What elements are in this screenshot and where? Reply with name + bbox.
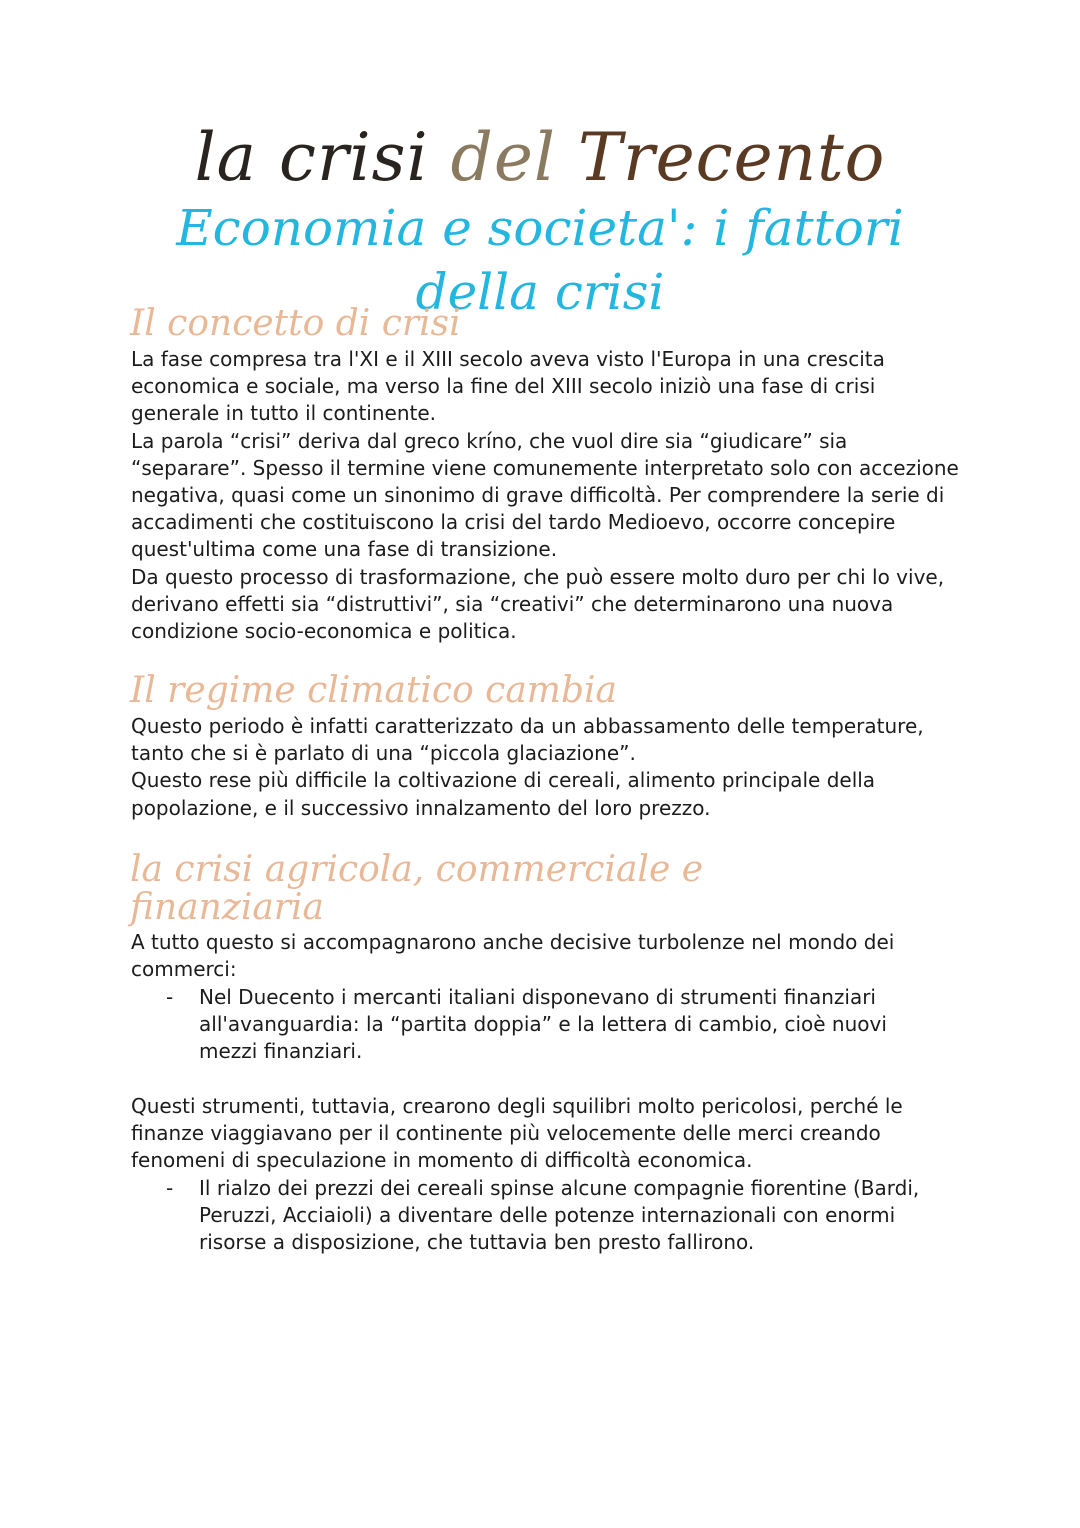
title-word-trecento: Trecento	[578, 119, 886, 196]
section-heading-crisi-line2: finanziaria	[130, 887, 324, 928]
section-heading-clima: Il regime climatico cambia	[130, 670, 617, 711]
title-word-del: del	[450, 119, 557, 196]
bullet-text: Il rialzo dei prezzi dei cereali spinse alcune compagnie fiorentine (Bardi, Peruzzi, Acciaioli) a diventare delle potenze internazionali con enormi risorse a disposizione, che tuttavia ben presto fallirono.	[199, 1176, 920, 1255]
section-paragraph-clima: Questo periodo è infatti caratterizzato da un abbassamento delle temperature, tanto che si è parlato di una “piccola glaciazione”. Questo rese più difficile la coltivazione di cereali, alimento principale della popolazione, e il successivo innalzamento del loro prezzo.	[131, 714, 924, 820]
page-subtitle: Economia e societa': i fattori della crisi	[176, 199, 904, 321]
section-paragraph-concetto: La fase compresa tra l'XI e il XIII secolo aveva visto l'Europa in una crescita economica e sociale, ma verso la fine del XIII secolo iniziò una fase di crisi generale in tutto il continente. La parola “crisi” deriva dal greco kríno, che vuol dire sia “giudicare” sia “separare”. Spesso il termine viene comunemente interpretato solo con accezione negativa, quasi come un sinonimo di grave difficoltà. Per comprendere la serie di accadimenti che costituiscono la crisi del tardo Medioevo, occorre concepire quest'ultima come una fase di transizione. Da questo processo di trasformazione, che può essere molto duro per chi lo vive, derivano effetti sia “distruttivi”, sia “creativi” che determinarono una nuova condizione socio-economica e politica.	[131, 347, 959, 644]
bullet-text: Nel Duecento i mercanti italiani disponevano di strumenti finanziari all'avanguardia: la “partita doppia” e la lettera di cambio, cioè nuovi mezzi finanziari.	[199, 985, 887, 1064]
bullet-dash: -	[166, 985, 174, 1009]
title-word-crisi: la crisi	[194, 119, 429, 196]
section-heading-crisi-line1: la crisi agricola, commerciale e	[130, 849, 703, 890]
section-paragraph-intro: A tutto questo si accompagnarono anche decisive turbolenze nel mondo dei commerci:	[131, 930, 895, 982]
bullet-dash: -	[166, 1176, 174, 1200]
section-paragraph-middle: Questi strumenti, tuttavia, crearono degli squilibri molto pericolosi, perché le finanze viaggiavano per il continente più velocemente delle merci creando fenomeni di speculazione in momento di difficoltà economica.	[131, 1094, 903, 1173]
section-heading-concetto: Il concetto di crisi	[130, 303, 461, 344]
page-title	[0, 118, 1080, 198]
